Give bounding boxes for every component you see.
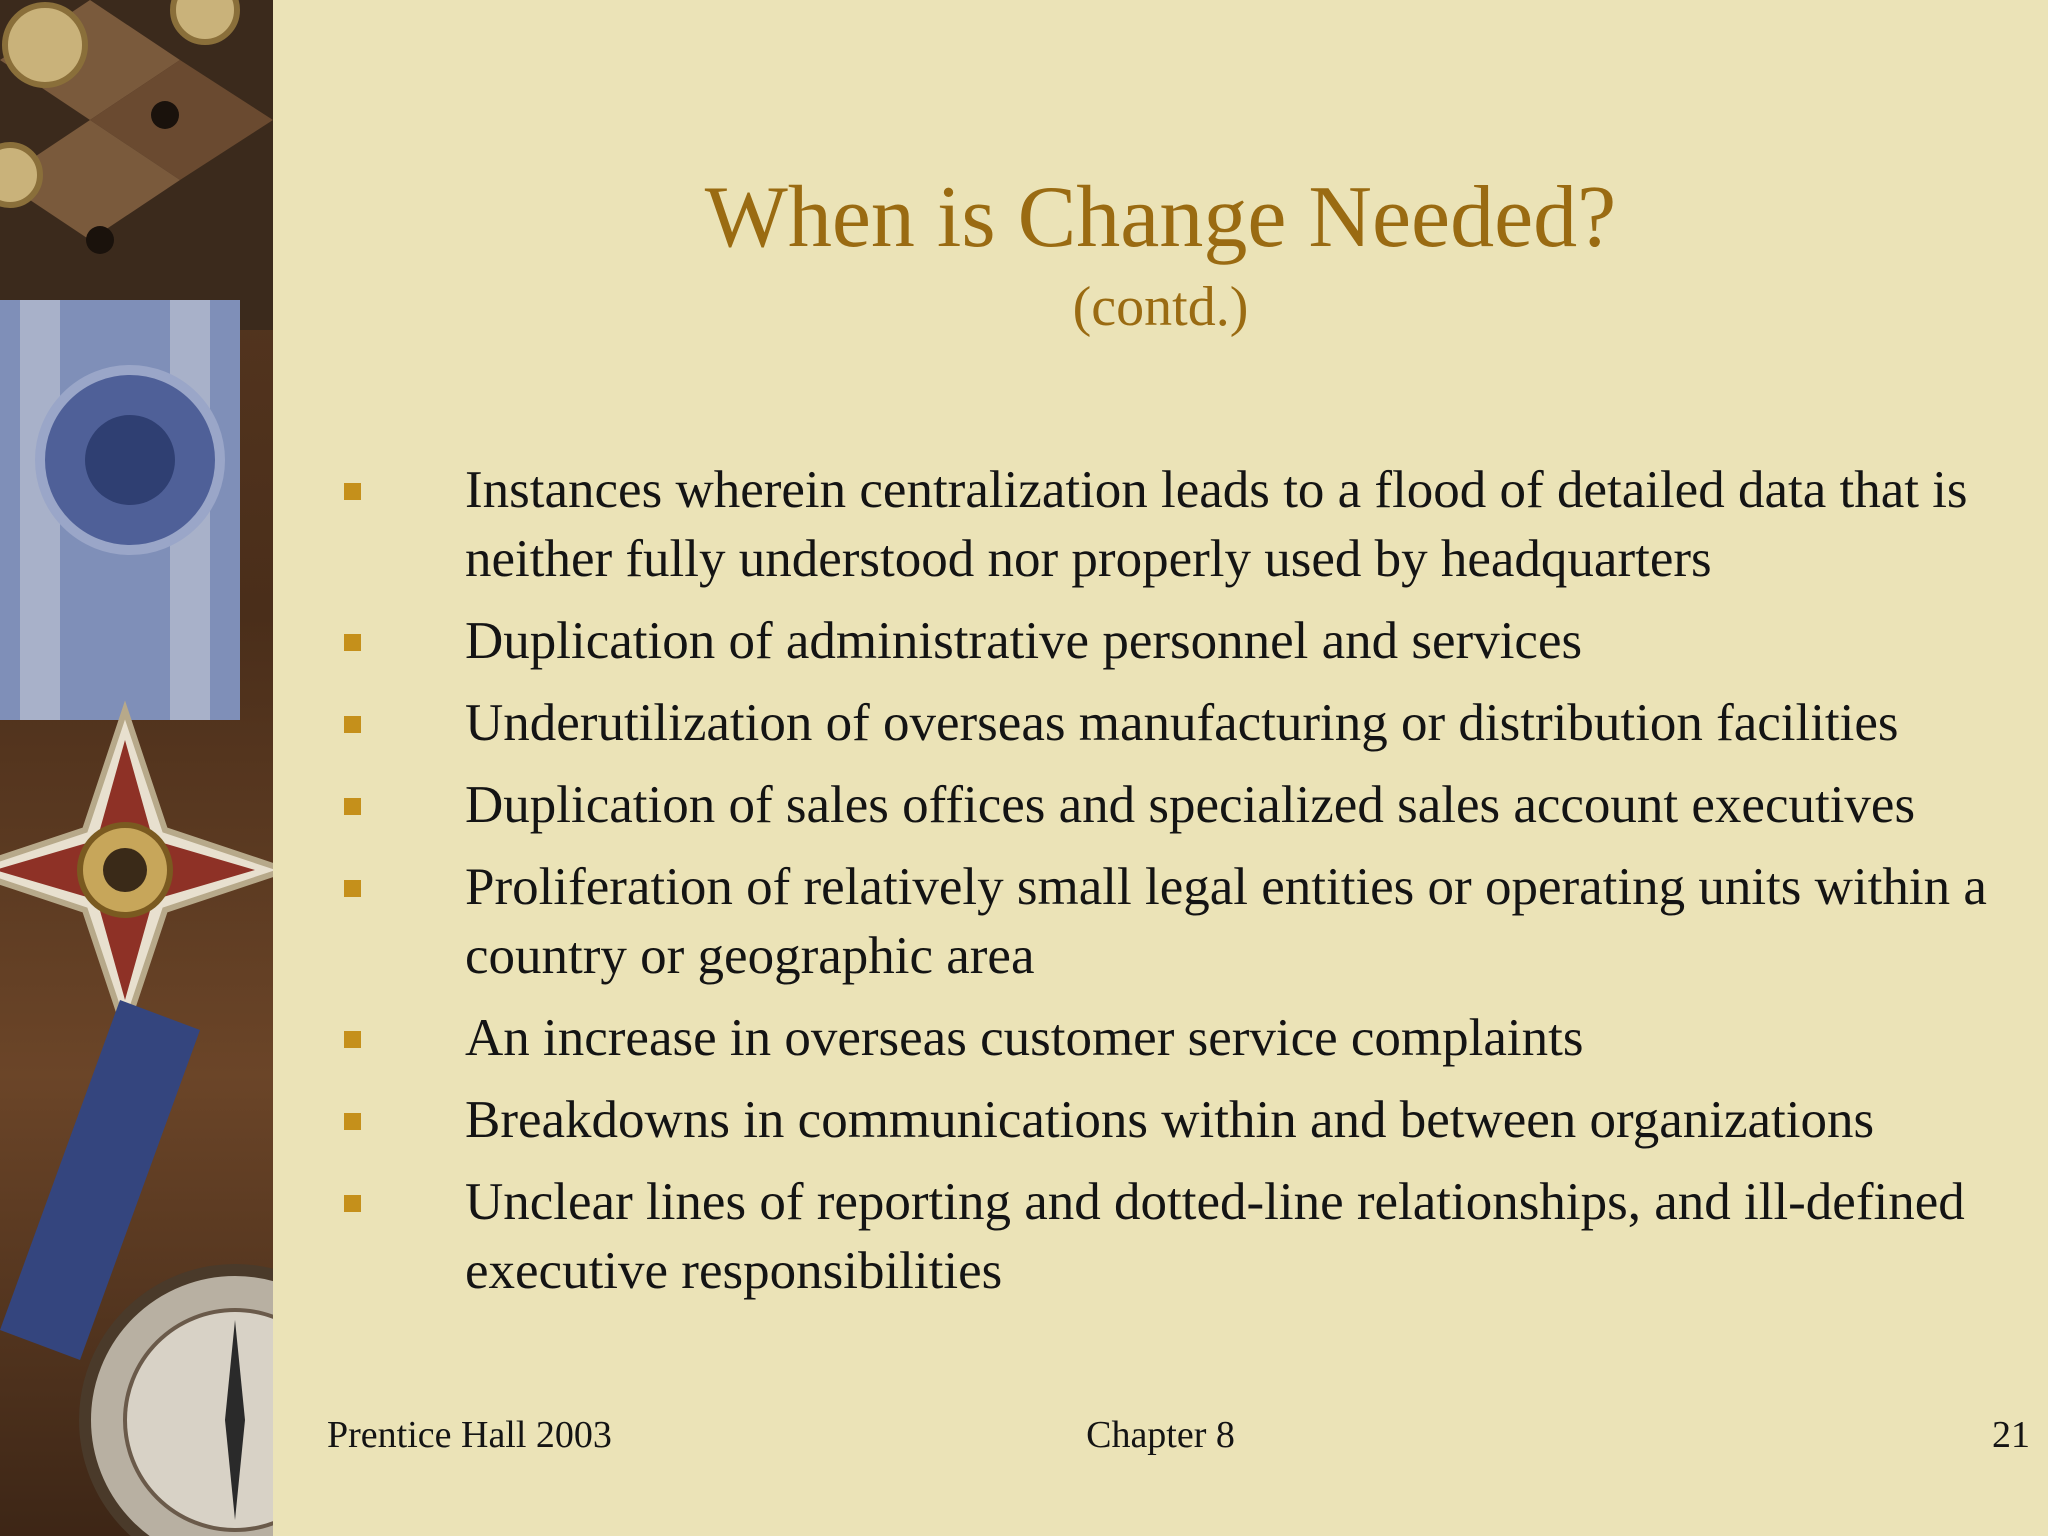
bullet-text: Breakdowns in communications within and between organizations [465, 1091, 1875, 1149]
footer-publisher: Prentice Hall 2003 [327, 1414, 612, 1456]
square-bullet-icon [344, 798, 361, 815]
bullet-list [333, 456, 2033, 1319]
bullet-item [333, 689, 2033, 758]
square-bullet-icon [344, 634, 361, 651]
bullet-item [333, 1004, 2033, 1073]
square-bullet-icon [344, 483, 361, 500]
square-bullet-icon [344, 716, 361, 733]
footer-page-number: 21 [1992, 1414, 2030, 1456]
slide-subtitle: (contd.) [1072, 276, 1249, 338]
bullet-text: Underutilization of overseas manufacturing or distribution facilities [465, 694, 1899, 752]
bullet-text: Unclear lines of reporting and dotted-line relationships, and ill-defined executive responsibilities [465, 1173, 1965, 1300]
medal-collage-icon [0, 0, 273, 1536]
bullet-item [333, 771, 2033, 840]
bullet-text: An increase in overseas customer service complaints [465, 1009, 1584, 1067]
square-bullet-icon [344, 1195, 361, 1212]
square-bullet-icon [344, 880, 361, 897]
bullet-text: Duplication of administrative personnel and services [465, 612, 1583, 670]
square-bullet-icon [344, 1113, 361, 1130]
bullet-item [333, 1168, 2033, 1306]
bullet-item [333, 1086, 2033, 1155]
bullet-item [333, 853, 2033, 991]
slide-content [273, 0, 2048, 1536]
bullet-text: Proliferation of relatively small legal entities or operating units within a country or geographic area [465, 858, 1987, 985]
slide-title: When is Change Needed? [704, 169, 1617, 266]
bullet-text: Instances wherein centralization leads to a flood of detailed data that is neither fully understood nor properly used by headquarters [465, 461, 1968, 588]
bullet-item [333, 607, 2033, 676]
square-bullet-icon [344, 1031, 361, 1048]
bullet-text: Duplication of sales offices and specialized sales account executives [465, 776, 1916, 834]
footer-chapter: Chapter 8 [1086, 1414, 1235, 1456]
bullet-item [333, 456, 2033, 594]
decorative-side-image [0, 0, 273, 1536]
